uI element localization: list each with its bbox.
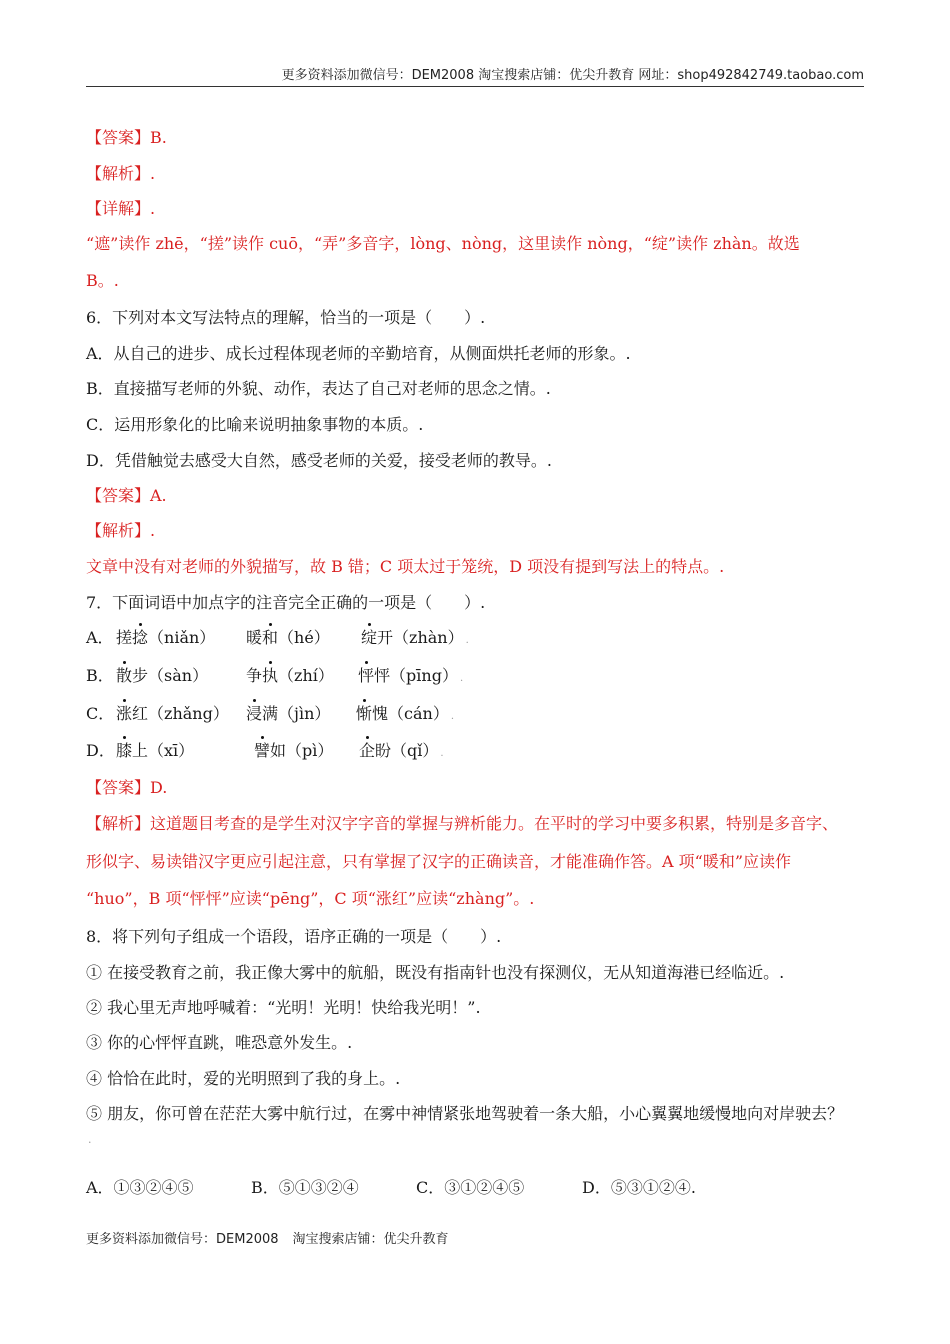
q5-analysis-label: 【解析】. [86,164,156,183]
dotted-char: 执 [262,664,278,688]
q8-sentence-2: ② 我心里无声地呼喊着：“光明！光明！快给我光明！”. [86,998,481,1017]
dotted-char: 和 [262,626,278,650]
q7-word-2: 暖和（hé） [246,626,330,650]
q7-stem: 7．下面词语中加点字的注音完全正确的一项是（ ）. [86,593,486,612]
q7-answer: 【答案】D. [86,778,168,797]
q7-word-2: 浸满（jìn） [246,702,330,726]
header-rule [86,86,864,87]
q5-answer: 【答案】B. [86,128,167,147]
q7-word-1: 涨红（zhǎng） [116,702,229,726]
q6-analysis-label: 【解析】. [86,521,156,540]
q7-analysis-3: “huo”，B 项“怦怦”应读“pēng”，C 项“涨红”应读“zhàng”。. [86,889,535,908]
q6-analysis-text: 文章中没有对老师的外貌描写，故 B 错；C 项太过于笼统，D 项没有提到写法上的特点。. [86,557,725,576]
dotted-char: 企 [359,739,375,763]
page-header: 更多资料添加微信号：DEM2008 淘宝搜索店铺：优尖升教育 网址：shop492842749.taobao.com [281,68,864,83]
dotted-char: 譬 [254,739,270,763]
q7-word-1: 散步（sàn） [116,664,208,688]
q8-stem: 8．将下列句子组成一个语段，语序正确的一项是（ ）. [86,927,502,946]
page-footer [86,1228,449,1247]
q5-detail-text-1: “遮”读作 zhē，“搓”读作 cuō，“弄”多音字，lòng、nòng，这里读作 nòng，“绽”读作 zhàn。故选 [86,234,800,253]
q8-sentence-3: ③ 你的心怦怦直跳，唯恐意外发生。. [86,1033,353,1052]
q7-analysis-1: 【解析】这道题目考查的是学生对汉字字音的掌握与辨析能力。在平时的学习中要多积累，特别是多音字、 [86,814,839,833]
q8-option-d: D．⑤③①②④. [582,1178,696,1197]
dotted-char: 涨 [116,702,132,726]
q5-detail-label: 【详解】. [86,199,156,218]
q7-option-letter: D． [86,741,115,760]
q7-word-1: 膝上（xī） [116,739,194,763]
q7-word-3: 企盼（qǐ） . [359,739,444,766]
q7-word-2: 譬如（pì） [254,739,333,763]
q7-word-3: 惭愧（cán） . [356,702,454,729]
q6-option-b: B．直接描写老师的外貌、动作，表达了自己对老师的思念之情。. [86,379,551,398]
q7-word-3: 怦怦（pīng） . [358,664,463,691]
q7-option-letter: C． [86,704,115,723]
footer-wechat: 更多资料添加微信号：DEM2008 [86,1232,279,1247]
q8-sentence-5: ⑤ 朋友，你可曾在茫茫大雾中航行过，在雾中神情紧张地驾驶着一条大船，小心翼翼地缓慢地向对岸驶去？ [86,1104,844,1123]
dotted-char: 怦 [358,664,374,688]
dotted-char: 浸 [246,702,262,726]
dotted-char: 惭 [356,702,372,726]
q6-option-d: D．凭借触觉去感受大自然，感受老师的关爱，接受老师的教导。. [86,451,552,470]
q6-option-a: A．从自己的进步、成长过程体现老师的辛勤培育，从侧面烘托老师的形象。. [86,344,631,363]
paragraph-mark: . [88,1133,92,1146]
q8-sentence-4: ④ 恰恰在此时，爱的光明照到了我的身上。. [86,1069,401,1088]
q7-option-letter: A． [86,628,114,647]
dotted-char: 捻 [132,626,148,650]
q6-option-c: C．运用形象化的比喻来说明抽象事物的本质。. [86,415,424,434]
q5-detail-text-2: B。. [86,271,119,290]
q7-word-3: 绽开（zhàn） . [361,626,469,653]
dotted-char: 膝 [116,739,132,763]
q7-word-1: 搓捻（niǎn） [116,626,215,650]
q7-word-2: 争执（zhí） [246,664,334,688]
q8-option-b: B．⑤①③②④ [251,1178,359,1197]
q8-sentence-1: ① 在接受教育之前，我正像大雾中的航船，既没有指南针也没有探测仪，无从知道海港已经临近。. [86,963,785,982]
dotted-char: 散 [116,664,132,688]
q6-answer: 【答案】A. [86,486,167,505]
q7-option-letter: B． [86,666,114,685]
footer-shop: 淘宝搜索店铺：优尖升教育 [292,1232,449,1247]
q6-stem: 6．下列对本文写法特点的理解，恰当的一项是（ ）. [86,308,486,327]
dotted-char: 绽 [361,626,377,650]
q8-option-a: A．①③②④⑤ [86,1178,194,1197]
q7-analysis-2: 形似字、易读错汉字更应引起注意，只有掌握了汉字的正确读音，才能准确作答。A 项“暖和”应读作 [86,852,792,871]
q8-option-c: C．③①②④⑤ [416,1178,525,1197]
